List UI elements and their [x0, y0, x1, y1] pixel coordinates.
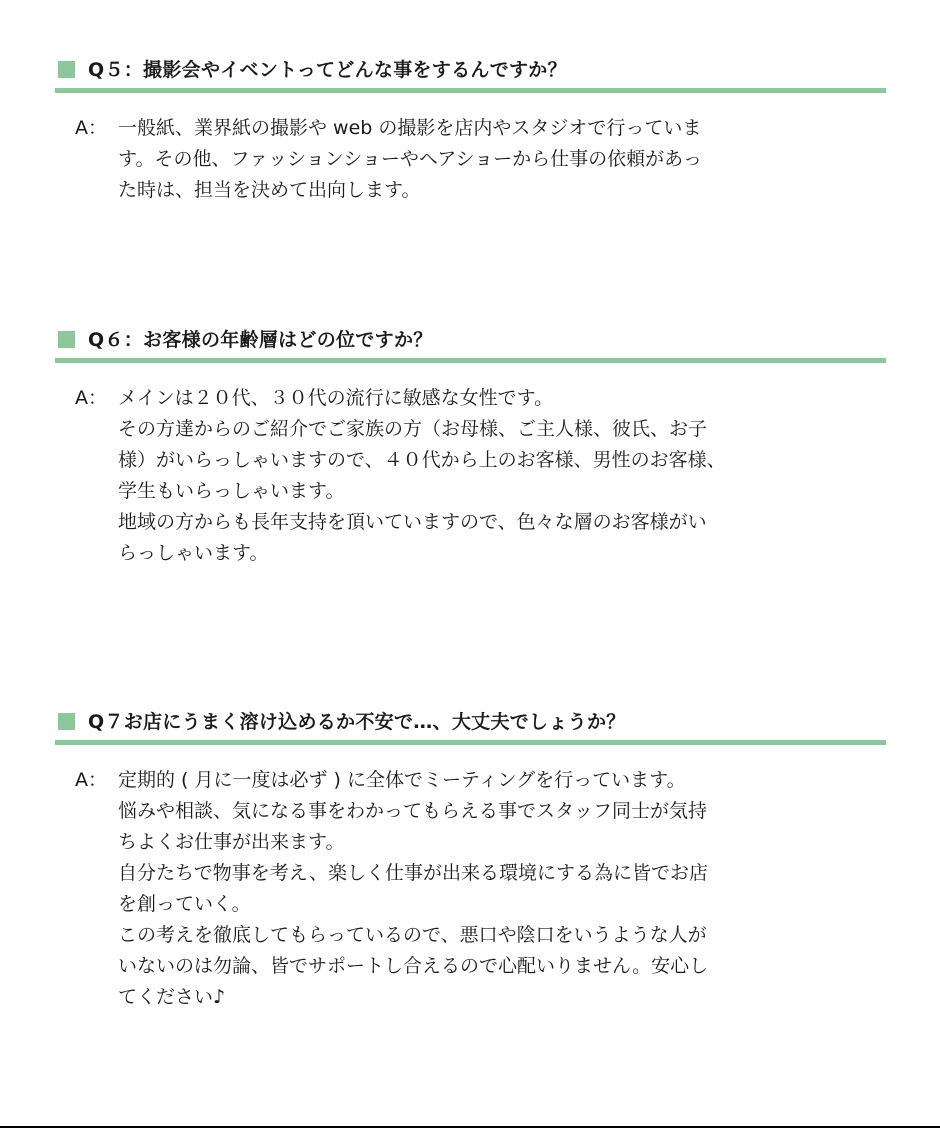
faq-item-q7 — [55, 707, 886, 1008]
answer-line: す。その他、ファッションショーやヘアショーから仕事の依頼があっ — [118, 148, 702, 170]
answer-line: 悩みや相談、気になる事をわかってもらえる事でスタッフ同士が気持 — [118, 800, 708, 822]
answer-block — [75, 383, 886, 569]
answer-line: 様）がいらっしゃいますので、４０代から上のお客様、男性のお客様、 — [118, 449, 726, 471]
answer-line: を創っていく。 — [118, 893, 251, 915]
square-bullet-icon — [58, 61, 75, 78]
answer-row — [75, 383, 886, 569]
heading-underline — [55, 740, 886, 745]
answer-line: 一般紙、業界紙の撮影や web の撮影を店内やスタジオで行っていま — [118, 117, 702, 139]
answer-line: てください♪ — [118, 986, 226, 1008]
answer-line: ちよくお仕事が出来ます。 — [118, 831, 345, 853]
square-bullet-icon — [58, 713, 75, 730]
answer-prefix: A： — [75, 117, 107, 139]
faq-item-q5 — [55, 55, 886, 201]
answer-line: 学生もいらっしゃいます。 — [118, 480, 345, 502]
answer-block — [75, 765, 886, 1013]
answer-line: その方達からのご紹介でご家族の方（お母様、ご主人様、彼氏、お子 — [118, 418, 708, 440]
answer-body — [118, 765, 708, 1013]
answer-line: らっしゃいます。 — [118, 542, 269, 564]
square-bullet-icon — [58, 331, 75, 348]
answer-line: 地域の方からも長年支持を頂いていますので、色々な層のお客様がい — [118, 511, 707, 533]
answer-line: この考えを徹底してもらっているので、悪口や陰口をいうような人が — [118, 924, 707, 946]
answer-line: た時は、担当を決めて出向します。 — [118, 179, 421, 201]
question-text: Q６：お客様の年齢層はどの位ですか？ — [88, 329, 433, 351]
answer-block — [75, 113, 886, 206]
answer-line: メインは２０代、３０代の流行に敏感な女性です。 — [118, 387, 554, 409]
answer-prefix: A： — [75, 769, 107, 791]
question-text: Q５：撮影会やイベントってどんな事をするんですか？ — [88, 59, 567, 81]
question-heading — [55, 325, 886, 355]
question-text: Q７お店にうまく溶け込めるか不安で…、大丈夫でしょうか？ — [88, 711, 626, 733]
question-heading — [55, 707, 886, 737]
answer-line: 自分たちで物事を考え、楽しく仕事が出来る環境にする為に皆でお店 — [118, 862, 708, 884]
answer-line: 定期的 ( 月に一度は必ず ) に全体でミーティングを行っています。 — [118, 769, 686, 791]
faq-item-q6 — [55, 325, 886, 564]
answer-row — [75, 765, 886, 1013]
answer-line: いないのは勿論、皆でサポートし合えるので心配いりません。安心し — [118, 955, 709, 977]
heading-underline — [55, 358, 886, 363]
answer-row — [75, 113, 886, 206]
answer-body — [118, 113, 702, 206]
answer-prefix: A： — [75, 387, 107, 409]
answer-body — [118, 383, 726, 569]
heading-underline — [55, 88, 886, 93]
question-heading — [55, 55, 886, 85]
